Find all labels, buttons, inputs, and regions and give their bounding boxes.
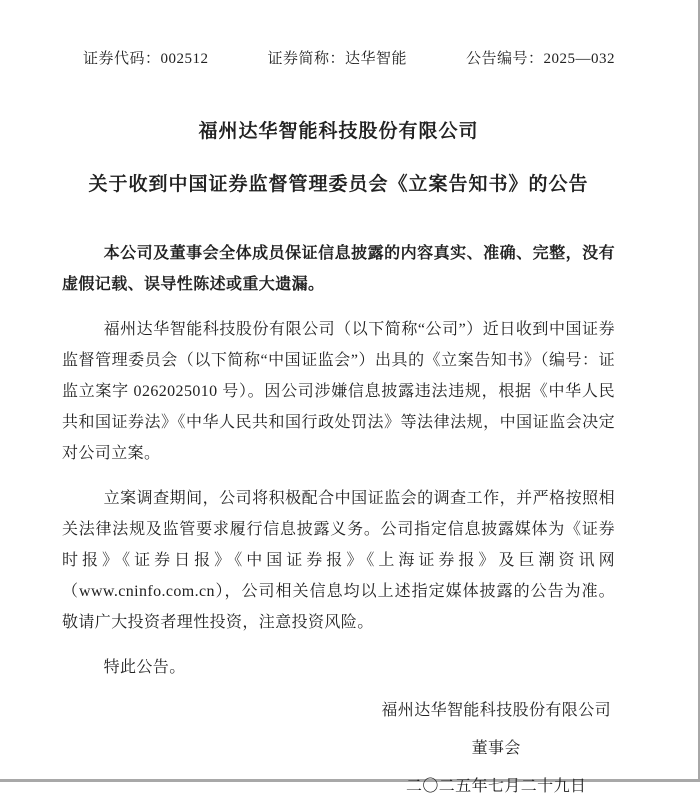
company-name-title: 福州达华智能科技股份有限公司	[198, 121, 479, 142]
signature-date: 二〇二五年七月二十九日	[405, 778, 587, 795]
stock-abbreviation: 证券简称：达华智能	[267, 51, 407, 67]
stock-code: 证券代码：002512	[83, 51, 209, 67]
body-paragraph-investigation: 立案调查期间，公司将积极配合中国证监会的调查工作，并严格按照相关法律法规及监管要求履行信息披露义务。公司指定信息披露媒体为《证券时报》《证券日报》《中国证券报》《上海证券报》及巨潮资讯网（www.cninfo.com.cn），公司相关信息均以上述指定媒体披露的公告为准。敬请广大投资者理性投资，注意投资风险。	[62, 490, 615, 631]
signature-company: 福州达华智能科技股份有限公司	[381, 702, 611, 719]
closing-line: 特此公告。	[103, 659, 186, 676]
disclaimer-paragraph: 本公司及董事会全体成员保证信息披露的内容真实、准确、完整，没有虚假记载、误导性陈述或重大遗漏。	[62, 245, 615, 293]
signature-block	[381, 695, 611, 802]
announcement-number: 公告编号：2025—032	[465, 51, 615, 67]
document-header	[62, 47, 615, 68]
body-paragraph-case-filing: 福州达华智能科技股份有限公司（以下简称“公司”）近日收到中国证券监督管理委员会（以下简称“中国证监会”）出具的《立案告知书》（编号：证监立案字 0262025010 号）。因公司涉嫌信息披露违法违规，根据《中华人民共和国证券法》《中华人民共和国行政处罚法》等法律法规，中国证监会决定对公司立案。	[62, 321, 615, 462]
signature-board: 董事会	[471, 740, 521, 757]
announcement-title: 关于收到中国证券监督管理委员会《立案告知书》的公告	[88, 174, 589, 195]
